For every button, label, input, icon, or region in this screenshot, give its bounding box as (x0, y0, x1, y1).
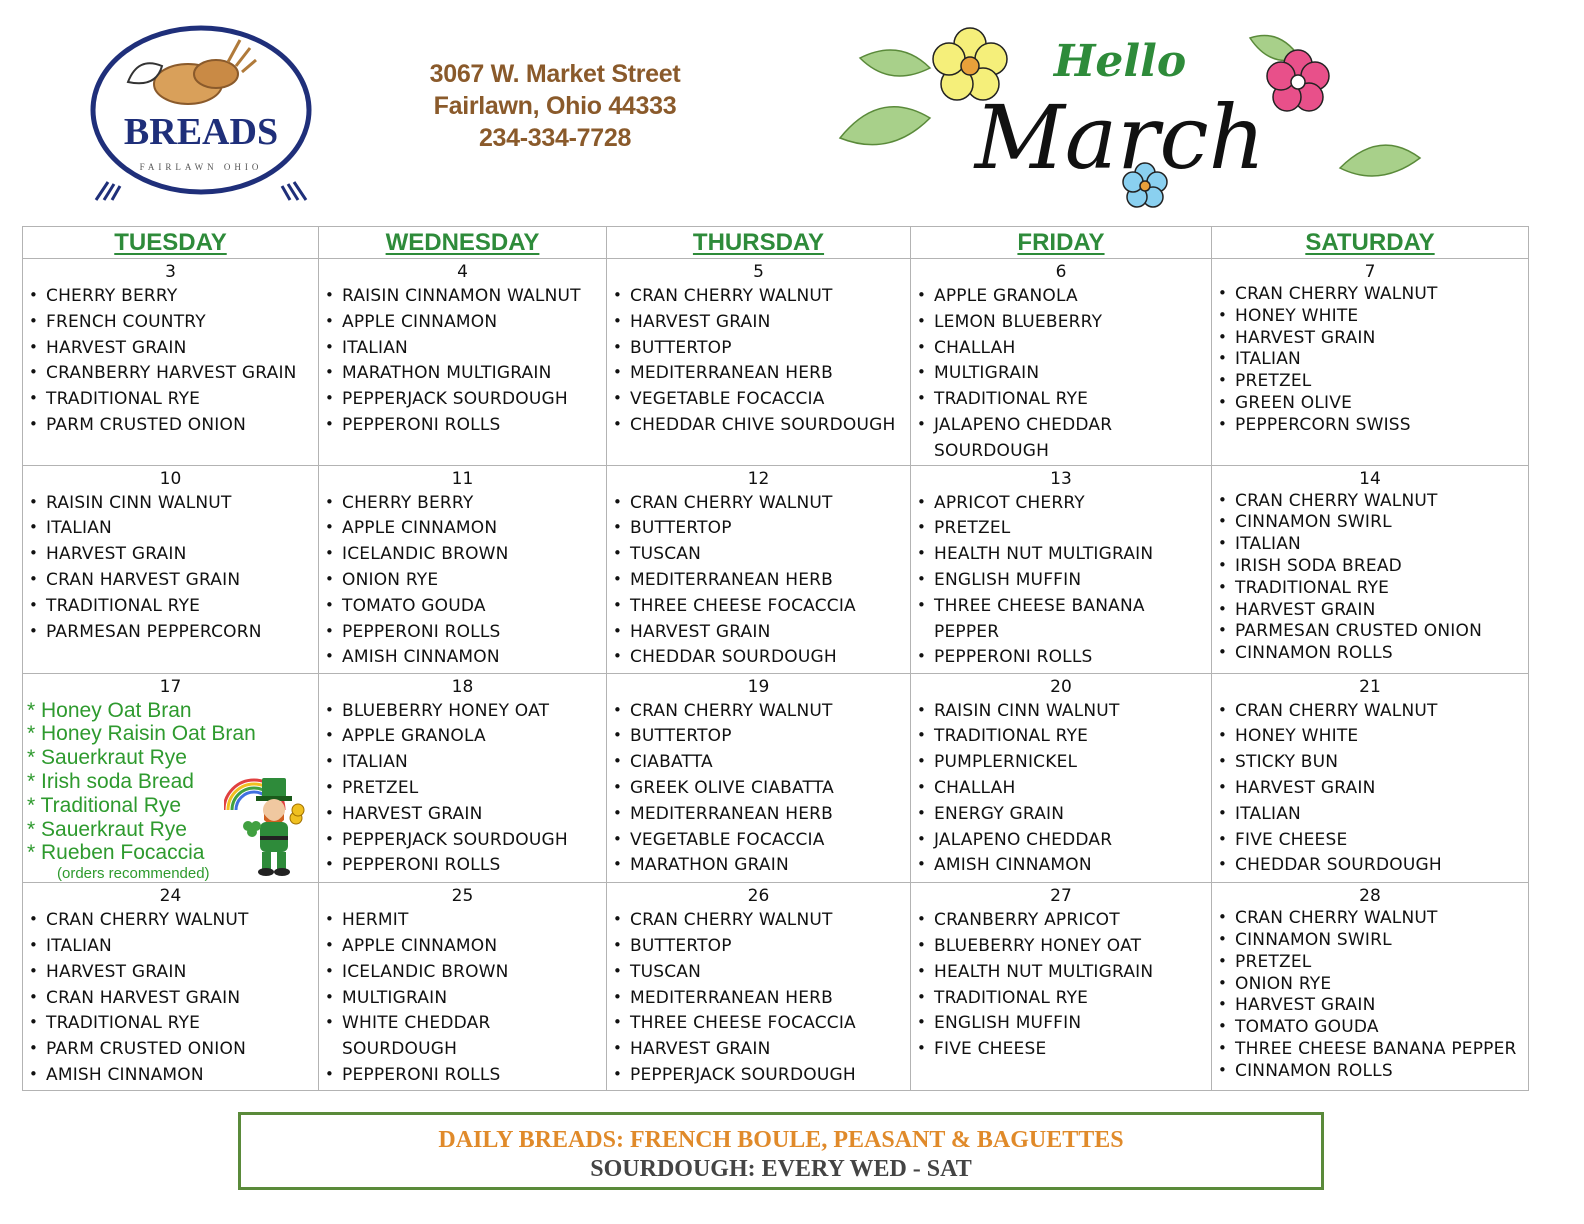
bread-item: • CRAN CHERRY WALNUT (27, 908, 314, 934)
day-cell (911, 883, 1212, 1091)
day-header-saturday: SATURDAY (1212, 227, 1529, 259)
bread-item: • TRADITIONAL RYE (27, 387, 314, 413)
bread-item: • FIVE CHEESE (915, 1037, 1207, 1063)
bread-item: • PEPPERJACK SOURDOUGH (323, 387, 602, 413)
bread-item: • ITALIAN (1216, 349, 1524, 371)
bread-list (915, 491, 1207, 672)
date-number: 19 (747, 676, 770, 697)
date-number: 10 (159, 468, 182, 489)
bread-item: • HEALTH NUT MULTIGRAIN (915, 960, 1207, 986)
bread-item: • HARVEST GRAIN (611, 310, 906, 336)
date-number: 14 (1359, 468, 1381, 489)
bread-item: • MEDITERRANEAN HERB (611, 802, 906, 828)
bread-calendar (22, 226, 1529, 1091)
bread-item: • THREE CHEESE FOCACCIA (611, 1011, 906, 1037)
day-cell (607, 259, 911, 466)
leprechaun-icon (224, 770, 308, 878)
bread-item: • APPLE CINNAMON (323, 934, 602, 960)
bread-item: • RAISIN CINN WALNUT (915, 699, 1207, 725)
bread-item: • APPLE GRANOLA (915, 284, 1207, 310)
bread-item: • HARVEST GRAIN (1216, 328, 1524, 350)
bread-item: • MARATHON MULTIGRAIN (323, 361, 602, 387)
date-number: 5 (753, 262, 764, 282)
bread-item: • APPLE CINNAMON (323, 310, 602, 336)
bread-item: • TUSCAN (611, 542, 906, 568)
bread-list (27, 284, 314, 439)
day-cell (1212, 465, 1529, 673)
bread-item: • CRAN CHERRY WALNUT (1216, 284, 1524, 306)
bread-list (27, 908, 314, 1089)
bread-item: • CRAN HARVEST GRAIN (27, 986, 314, 1012)
day-cell (319, 883, 607, 1091)
bread-item: • TUSCAN (611, 960, 906, 986)
bread-item: • HARVEST GRAIN (27, 542, 314, 568)
bread-item: • HONEY WHITE (1216, 724, 1524, 750)
bread-item: • PEPPERCORN SWISS (1216, 415, 1524, 437)
bread-item: • BLUEBERRY HONEY OAT (915, 934, 1207, 960)
bread-item: • THREE CHEESE FOCACCIA (611, 594, 906, 620)
bread-item: • ONION RYE (1216, 974, 1524, 996)
bread-item: • CHERRY BERRY (323, 491, 602, 517)
day-cell (1212, 259, 1529, 466)
bread-item: • STICKY BUN (1216, 750, 1524, 776)
bread-list (1216, 491, 1524, 665)
bread-item: • TRADITIONAL RYE (27, 1011, 314, 1037)
day-cell (607, 673, 911, 883)
day-cell (607, 465, 911, 673)
day-cell (1212, 673, 1529, 883)
bread-item: • AMISH CINNAMON (27, 1063, 314, 1089)
date-number: 21 (1359, 676, 1381, 697)
bread-item: • MEDITERRANEAN HERB (611, 568, 906, 594)
date-number: 20 (1050, 676, 1072, 697)
bread-item: • CHERRY BERRY (27, 284, 314, 310)
bread-item: • ENERGY GRAIN (915, 802, 1207, 828)
bread-item: • VEGETABLE FOCACCIA (611, 828, 906, 854)
date-number: 18 (451, 676, 474, 697)
date-number: 28 (1359, 886, 1381, 907)
bread-item: • JALAPENO CHEDDAR SOURDOUGH (915, 413, 1134, 465)
bread-item: • CHEDDAR SOURDOUGH (1216, 853, 1524, 879)
bread-list (323, 284, 602, 439)
day-header-wednesday: WEDNESDAY (319, 227, 607, 259)
special-bread-item: * Honey Raisin Oat Bran (27, 722, 256, 746)
bread-item: • TRADITIONAL RYE (27, 594, 314, 620)
bread-item: • MEDITERRANEAN HERB (611, 361, 906, 387)
day-cell-special (23, 673, 319, 883)
bread-item: • PEPPERONI ROLLS (323, 1063, 602, 1089)
bread-item: • PEPPERJACK SOURDOUGH (611, 1063, 906, 1089)
bread-item: • CRAN CHERRY WALNUT (611, 284, 906, 310)
bread-list (611, 699, 906, 880)
day-cell (911, 465, 1212, 673)
hello-march-banner (820, 18, 1440, 218)
bread-item: • PRETZEL (915, 516, 1207, 542)
week-row (23, 465, 1529, 673)
special-bread-item: * Irish soda Bread (27, 769, 194, 793)
day-cell (23, 259, 319, 466)
bread-item: • PUMPLERNICKEL (915, 750, 1207, 776)
bread-list (27, 491, 314, 646)
bread-item: • CHEDDAR CHIVE SOURDOUGH (611, 413, 906, 439)
date-number: 12 (747, 468, 770, 489)
bread-item: • GREEN OLIVE (1216, 393, 1524, 415)
bread-item: • BLUEBERRY HONEY OAT (323, 699, 602, 725)
day-header-row (23, 227, 1529, 259)
orders-note: (orders recommended) (57, 865, 210, 883)
date-number: 11 (451, 468, 474, 489)
bread-item: • HARVEST GRAIN (1216, 995, 1524, 1017)
bread-item: • TRADITIONAL RYE (915, 387, 1207, 413)
bakery-address (405, 58, 705, 154)
day-header-tuesday: TUESDAY (23, 227, 319, 259)
bread-item: • HARVEST GRAIN (1216, 776, 1524, 802)
bread-item: • FIVE CHEESE (1216, 828, 1524, 854)
bread-item: • MULTIGRAIN (323, 986, 602, 1012)
date-number: 4 (457, 262, 468, 282)
logo-subtext: FAIRLAWN OHIO (139, 162, 263, 172)
date-number: 6 (1055, 262, 1067, 282)
day-cell (23, 465, 319, 673)
date-number: 7 (1364, 262, 1376, 282)
bread-list (915, 908, 1207, 1063)
bread-item: • WHITE CHEDDAR SOURDOUGH (323, 1011, 522, 1063)
bread-item: • CIABATTA (611, 750, 906, 776)
bread-item: • RAISIN CINNAMON WALNUT (323, 284, 602, 310)
bread-item: • CINNAMON ROLLS (1216, 643, 1524, 665)
date-number: 27 (1050, 886, 1072, 907)
day-cell (911, 259, 1212, 466)
bread-list (611, 908, 906, 1089)
bread-item: • CINNAMON SWIRL (1216, 512, 1524, 534)
bread-item: • CHEDDAR SOURDOUGH (611, 645, 906, 671)
bread-item: • THREE CHEESE BANANA PEPPER (1216, 1039, 1524, 1061)
bread-item: • PRETZEL (323, 776, 602, 802)
bread-item: • TRADITIONAL RYE (1216, 578, 1524, 600)
bread-item: • HARVEST GRAIN (27, 960, 314, 986)
bread-item: • BUTTERTOP (611, 724, 906, 750)
bread-item: • PEPPERONI ROLLS (323, 413, 602, 439)
bread-item: • TRADITIONAL RYE (915, 986, 1207, 1012)
bread-item: • PARMESAN PEPPERCORN (27, 620, 314, 646)
bread-item: • TOMATO GOUDA (323, 594, 602, 620)
bread-item: • PEPPERONI ROLLS (323, 853, 602, 879)
bread-item: • ITALIAN (27, 934, 314, 960)
bread-list (915, 699, 1207, 880)
date-number: 25 (451, 886, 474, 907)
bread-list (323, 699, 602, 880)
bread-item: • TRADITIONAL RYE (915, 724, 1207, 750)
bread-item: • ITALIAN (323, 336, 602, 362)
bread-item: • CINNAMON ROLLS (1216, 1061, 1524, 1083)
daily-breads-box (238, 1112, 1324, 1190)
bread-item: • PARMESAN CRUSTED ONION (1216, 621, 1524, 643)
special-bread-item: * Traditional Rye (27, 793, 182, 817)
address-city: Fairlawn, Ohio 44333 (433, 92, 677, 120)
day-cell (607, 883, 911, 1091)
bread-item: • HARVEST GRAIN (611, 620, 906, 646)
bread-item: • APPLE CINNAMON (323, 516, 602, 542)
bread-item: • BUTTERTOP (611, 934, 906, 960)
bread-item: • MULTIGRAIN (915, 361, 1207, 387)
bread-item: • MARATHON GRAIN (611, 853, 906, 879)
bread-item: • JALAPENO CHEDDAR (915, 828, 1207, 854)
special-bread-item: * Rueben Focaccia (27, 841, 205, 865)
bread-list (323, 908, 602, 1089)
bread-item: • ITALIAN (323, 750, 602, 776)
day-cell (319, 465, 607, 673)
bread-item: • BUTTERTOP (611, 516, 906, 542)
week-row (23, 259, 1529, 466)
bread-item: • RAISIN CINN WALNUT (27, 491, 314, 517)
banner-march: March (974, 86, 1266, 189)
bread-item: • CHALLAH (915, 336, 1207, 362)
logo-text: BREADS (123, 111, 279, 153)
sourdough-schedule-text: SOURDOUGH: EVERY WED - SAT (590, 1156, 972, 1182)
date-number: 3 (165, 262, 176, 282)
date-number: 26 (747, 886, 770, 907)
bread-item: • THREE CHEESE BANANA PEPPER (915, 594, 1174, 646)
bread-item: • ICELANDIC BROWN (323, 960, 602, 986)
bread-item: • CINNAMON SWIRL (1216, 930, 1524, 952)
day-header-thursday: THURSDAY (607, 227, 911, 259)
bread-item: • ICELANDIC BROWN (323, 542, 602, 568)
bread-list (1216, 284, 1524, 437)
bread-item: • CRAN CHERRY WALNUT (611, 908, 906, 934)
bread-item: • HEALTH NUT MULTIGRAIN (915, 542, 1207, 568)
special-bread-item: * Sauerkraut Rye (27, 746, 187, 770)
bread-item: • ITALIAN (1216, 802, 1524, 828)
day-cell (911, 673, 1212, 883)
bread-item: • LEMON BLUEBERRY (915, 310, 1207, 336)
bread-item: • ONION RYE (323, 568, 602, 594)
bread-item: • CRAN CHERRY WALNUT (611, 699, 906, 725)
bread-list (1216, 908, 1524, 1082)
special-bread-item: * Honey Oat Bran (27, 698, 192, 722)
bread-item: • HARVEST GRAIN (611, 1037, 906, 1063)
bread-item: • IRISH SODA BREAD (1216, 556, 1524, 578)
bread-item: • CRAN CHERRY WALNUT (1216, 908, 1524, 930)
bread-item: • AMISH CINNAMON (915, 853, 1207, 879)
day-header-friday: FRIDAY (911, 227, 1212, 259)
bread-item: • PARM CRUSTED ONION (27, 1037, 314, 1063)
bread-item: • PRETZEL (1216, 371, 1524, 393)
bread-item: • PARM CRUSTED ONION (27, 413, 314, 439)
bread-item: • PEPPERONI ROLLS (915, 645, 1207, 671)
bread-item: • APPLE GRANOLA (323, 724, 602, 750)
bread-item: • GREEK OLIVE CIABATTA (611, 776, 906, 802)
banner-hello: Hello (1053, 36, 1187, 87)
date-number: 17 (159, 676, 182, 697)
bread-item: • BUTTERTOP (611, 336, 906, 362)
bread-item: • ITALIAN (27, 516, 314, 542)
address-street: 3067 W. Market Street (429, 60, 681, 88)
bread-item: • CRAN CHERRY WALNUT (1216, 699, 1524, 725)
bread-list (611, 284, 906, 439)
bread-item: • CRAN CHERRY WALNUT (1216, 491, 1524, 513)
day-cell (319, 259, 607, 466)
bread-list (323, 491, 602, 672)
bread-list (611, 491, 906, 672)
bread-list (915, 284, 1207, 465)
special-bread-item: * Sauerkraut Rye (27, 817, 187, 841)
bread-list (1216, 699, 1524, 880)
bread-item: • TOMATO GOUDA (1216, 1017, 1524, 1039)
bread-item: • CRAN HARVEST GRAIN (27, 568, 314, 594)
bread-item: • ITALIAN (1216, 534, 1524, 556)
bread-item: • MEDITERRANEAN HERB (611, 986, 906, 1012)
bread-item: • PEPPERONI ROLLS (323, 620, 602, 646)
bread-item: • PEPPERJACK SOURDOUGH (323, 828, 602, 854)
bread-item: • HERMIT (323, 908, 602, 934)
bread-item: • FRENCH COUNTRY (27, 310, 314, 336)
day-cell (23, 883, 319, 1091)
bread-item: • HARVEST GRAIN (323, 802, 602, 828)
date-number: 13 (1050, 468, 1072, 489)
bread-item: • CRANBERRY HARVEST GRAIN (27, 361, 314, 387)
bread-item: • AMISH CINNAMON (323, 645, 602, 671)
bread-item: • CHALLAH (915, 776, 1207, 802)
daily-breads-text: DAILY BREADS: FRENCH BOULE, PEASANT & BAGUETTES (438, 1127, 1124, 1153)
bread-item: • VEGETABLE FOCACCIA (611, 387, 906, 413)
day-cell (1212, 883, 1529, 1091)
bread-item: • CRAN CHERRY WALNUT (611, 491, 906, 517)
date-number: 24 (159, 886, 182, 907)
bread-item: • ENGLISH MUFFIN (915, 1011, 1207, 1037)
bread-item: • APRICOT CHERRY (915, 491, 1207, 517)
breads-logo (88, 22, 314, 204)
day-cell (319, 673, 607, 883)
address-phone: 234-334-7728 (478, 124, 632, 152)
bread-item: • ENGLISH MUFFIN (915, 568, 1207, 594)
bread-item: • HARVEST GRAIN (27, 336, 314, 362)
bread-item: • CRANBERRY APRICOT (915, 908, 1207, 934)
bread-item: • HONEY WHITE (1216, 306, 1524, 328)
week-row (23, 883, 1529, 1091)
week-row (23, 673, 1529, 883)
bread-item: • HARVEST GRAIN (1216, 600, 1524, 622)
bread-item: • PRETZEL (1216, 952, 1524, 974)
